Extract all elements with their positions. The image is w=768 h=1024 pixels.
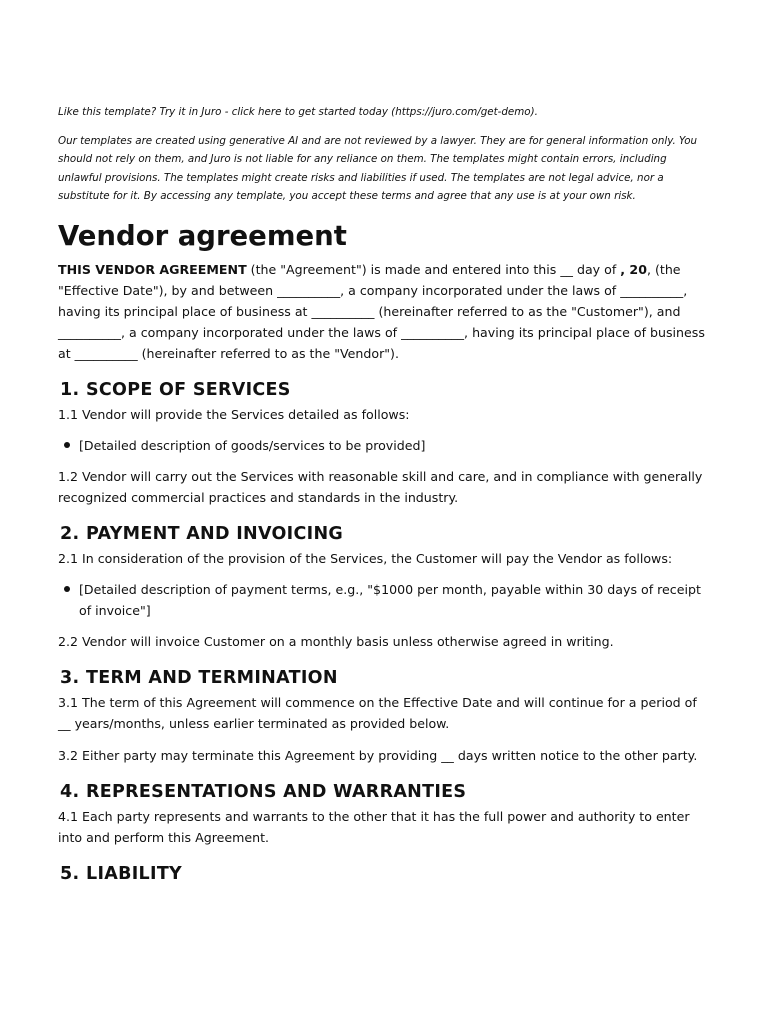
ai-disclaimer: Our templates are created using generative AI and are not reviewed by a lawyer. They are for general information only. You should not rely on them, and Juro is not liable for any reliance on them. The templates might contain errors, including unlawful provisions. The templates might create risks and liabilities if used. The templates are not legal advice, nor a substitute for it. By accessing any template, you accept these terms and agree that any use is at your own risk. [58, 134, 698, 202]
clause-3-1: 3.1 The term of this Agreement will commence on the Effective Date and will continue for a period of __ years/months, unless earlier terminated as provided below. [58, 694, 697, 731]
section-heading-scope [60, 378, 706, 402]
clause-1-1: 1.1 Vendor will provide the Services detailed as follows: [58, 406, 410, 422]
section-title: SCOPE OF SERVICES [86, 379, 291, 400]
preamble-lead: THIS VENDOR AGREEMENT [58, 261, 247, 277]
section-number: 5. [60, 863, 80, 884]
promo-notice[interactable]: Like this template? Try it in Juro - click here to get started today (https://juro.com/get-demo). [58, 106, 538, 118]
section-title: REPRESENTATIONS AND WARRANTIES [86, 781, 467, 802]
section-heading-term [60, 666, 706, 690]
bullet-list [58, 435, 706, 456]
list-item: [Detailed description of goods/services to be provided] [79, 435, 706, 456]
document-page [58, 103, 706, 888]
list-item: [Detailed description of payment terms, e.g., "$1000 per month, payable within 30 days of receipt of invoice"] [79, 579, 706, 621]
page-title: Vendor agreement [58, 219, 347, 252]
preamble [58, 259, 706, 364]
section-heading-liability [60, 862, 706, 886]
section-title: PAYMENT AND INVOICING [86, 523, 344, 544]
preamble-part1: (the "Agreement") is made and entered into this __ day of [246, 261, 621, 277]
clause-2-1: 2.1 In consideration of the provision of the Services, the Customer will pay the Vendor as follows: [58, 550, 673, 566]
preamble-part2: , (the "Effective Date"), by and between __________, a company incorporated under the laws of __________, having its principal place of business at __________ (hereinafter referred to as the "Customer"), and __________, a company incorporated under the laws of __________, having its principal place of business at __________ (hereinafter referred to as the "Vendor"). [58, 261, 705, 361]
clause-1-2: 1.2 Vendor will carry out the Services with reasonable skill and care, and in compliance with generally recognized commercial practices and standards in the industry. [58, 468, 703, 505]
preamble-year: , 20 [620, 261, 647, 277]
section-title: TERM AND TERMINATION [86, 667, 338, 688]
clause-3-2: 3.2 Either party may terminate this Agreement by providing __ days written notice to the other party. [58, 747, 698, 763]
section-title: LIABILITY [86, 863, 183, 884]
section-number: 2. [60, 523, 80, 544]
bullet-list [58, 579, 706, 621]
section-heading-warranties [60, 780, 706, 804]
clause-4-1: 4.1 Each party represents and warrants to the other that it has the full power and authority to enter into and perform this Agreement. [58, 808, 690, 845]
clause-2-2: 2.2 Vendor will invoice Customer on a monthly basis unless otherwise agreed in writing. [58, 633, 614, 649]
section-number: 4. [60, 781, 80, 802]
spacer [58, 734, 706, 745]
section-number: 1. [60, 379, 80, 400]
section-number: 3. [60, 667, 80, 688]
section-heading-payment [60, 522, 706, 546]
